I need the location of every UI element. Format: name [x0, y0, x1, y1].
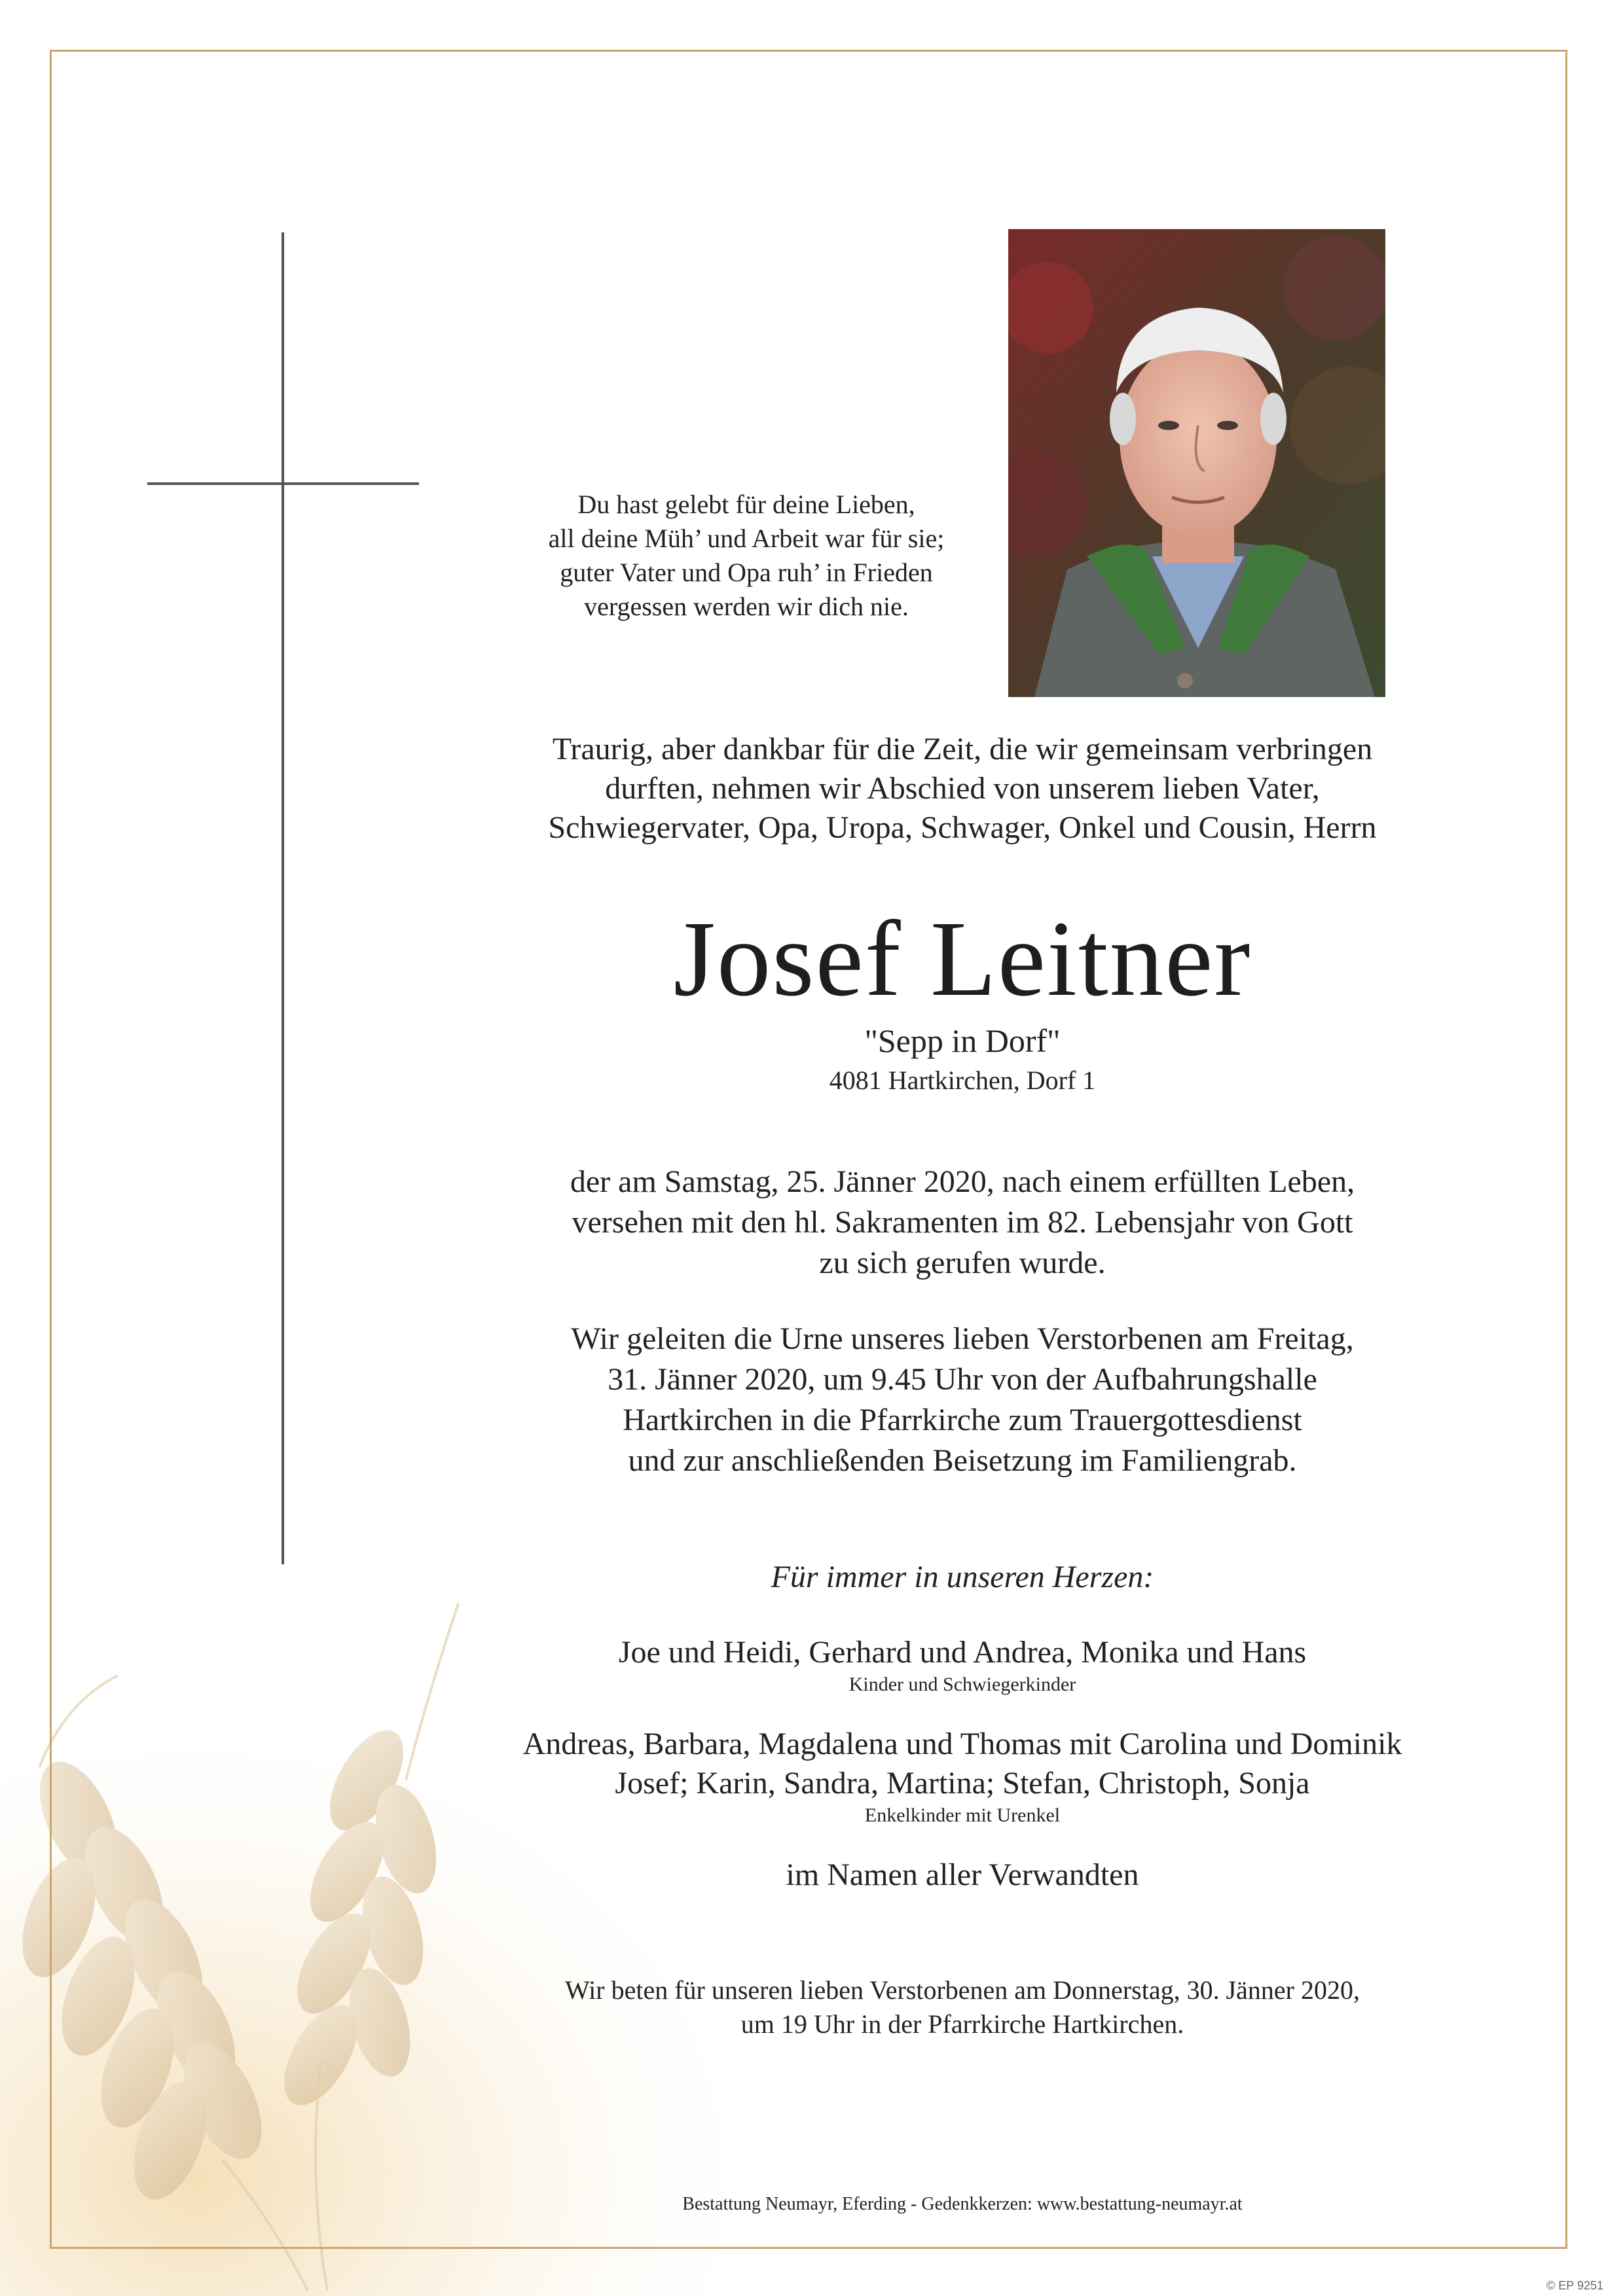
- death-notice-line: versehen mit den hl. Sakramenten im 82. Lebensjahr von Gott: [572, 1205, 1353, 1240]
- funeral-line: Hartkirchen in die Pfarrkirche zum Trauergottesdienst: [623, 1403, 1302, 1437]
- relatives-text: im Namen aller Verwandten: [786, 1857, 1139, 1892]
- mourners-heading: Für immer in unseren Herzen:: [771, 1560, 1154, 1594]
- death-notice-line: der am Samstag, 25. Jänner 2020, nach einem erfüllten Leben,: [570, 1164, 1355, 1199]
- deceased-nickname: "Sepp in Dorf": [864, 1022, 1061, 1059]
- prayer-line: um 19 Uhr in der Pfarrkirche Hartkirchen.: [740, 2009, 1184, 2039]
- grandchildren-names: Josef; Karin, Sandra, Martina; Stefan, Christoph, Sonja: [615, 1766, 1310, 1801]
- intro-text: [393, 730, 1532, 848]
- funeral-line: 31. Jänner 2020, um 9.45 Uhr von der Aufbahrungshalle: [608, 1362, 1317, 1397]
- prayer-line: Wir beten für unseren lieben Verstorbenen am Donnerstag, 30. Jänner 2020,: [565, 1975, 1360, 2005]
- intro-line: Traurig, aber dankbar für die Zeit, die wir gemeinsam verbringen: [552, 732, 1373, 766]
- deceased-address: 4081 Hartkirchen, Dorf 1: [829, 1066, 1096, 1095]
- grandchildren-names: Andreas, Barbara, Magdalena und Thomas mit Carolina und Dominik: [522, 1727, 1402, 1761]
- print-code: © EP 9251: [1546, 2279, 1603, 2292]
- poem-line: all deine Müh’ und Arbeit war für sie;: [548, 524, 945, 553]
- grandchildren-group: [393, 1725, 1532, 1828]
- children-names: Joe und Heidi, Gerhard und Andrea, Monika und Hans: [618, 1635, 1307, 1670]
- cross-vertical-bar: [282, 232, 284, 1564]
- children-label: Kinder und Schwiegerkinder: [848, 1674, 1076, 1695]
- poem: [511, 488, 982, 624]
- portrait-photo: [1008, 229, 1385, 697]
- death-notice-line: zu sich gerufen wurde.: [819, 1246, 1106, 1280]
- footer-text: Bestattung Neumayr, Eferding - Gedenkkerzen: www.bestattung-neumayr.at: [682, 2194, 1243, 2214]
- funeral-notice: [393, 1319, 1532, 1481]
- poem-line: vergessen werden wir dich nie.: [584, 592, 909, 621]
- funeral-line: Wir geleiten die Urne unseres lieben Verstorbenen am Freitag,: [571, 1321, 1354, 1356]
- poem-line: Du hast gelebt für deine Lieben,: [577, 490, 915, 519]
- prayer-notice: [393, 1973, 1532, 2041]
- cross-horizontal-bar: [147, 482, 419, 485]
- death-notice: [393, 1162, 1532, 1283]
- funeral-line: und zur anschließenden Beisetzung im Familiengrab.: [628, 1443, 1297, 1478]
- deceased-name: Josef Leitner: [673, 899, 1252, 1018]
- children-group: [393, 1633, 1532, 1697]
- grandchildren-label: Enkelkinder mit Urenkel: [864, 1804, 1061, 1826]
- poem-line: guter Vater und Opa ruh’ in Frieden: [560, 558, 933, 587]
- intro-line: durften, nehmen wir Abschied von unserem lieben Vater,: [605, 771, 1320, 806]
- intro-line: Schwiegervater, Opa, Uropa, Schwager, Onkel und Cousin, Herrn: [548, 810, 1377, 845]
